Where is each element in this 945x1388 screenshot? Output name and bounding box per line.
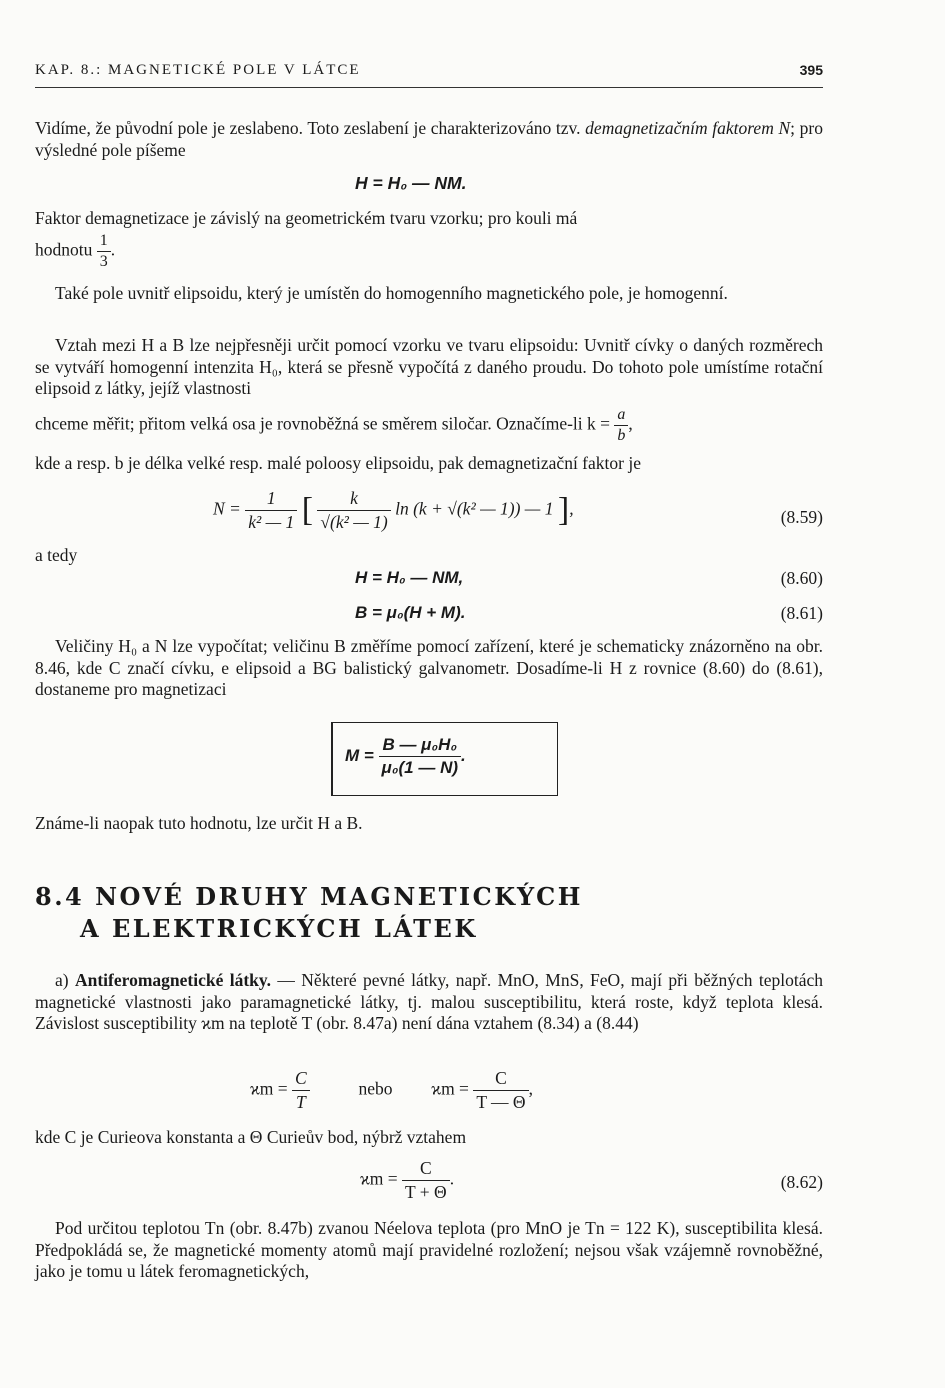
page-number: 395 bbox=[799, 62, 823, 78]
paragraph-7: Známe-li naopak tuto hodnotu, lze určit H a B. bbox=[35, 813, 363, 833]
eqno-8-62: (8.62) bbox=[780, 1172, 823, 1192]
paragraph-1: Vidíme, že původní pole je zeslabeno. Toto zeslabení je charakterizováno tzv. demagnetizačním faktorem N; pro výsledné pole píšeme bbox=[35, 118, 823, 160]
boxed-equation bbox=[331, 722, 558, 796]
paragraph-3: Také pole uvnitř elipsoidu, který je umístěn do homogenního magnetického pole, je homogenní. bbox=[55, 283, 728, 303]
value-one-third: hodnotu $\frac{1}{3}$ . bbox=[35, 232, 116, 270]
equation-8-60: H = H₀ — NM, bbox=[355, 568, 464, 587]
a-tedy: a tedy bbox=[35, 545, 78, 565]
paragraph-10: Pod určitou teplotou Tn (obr. 8.47b) zvanou Néelova teplota (pro MnO je Tn = 122 K), susceptibilita klesá. Předpokládá se, že magnetické momenty atomů mají pravidelné rozložení; nejsou však vzájemně rovnoběžné, jako je tomu u látek feromagnetických, bbox=[35, 1218, 823, 1281]
equation-h: H = H₀ — NM. bbox=[355, 173, 467, 193]
header-rule bbox=[35, 87, 823, 88]
paragraph-4-end: chceme měřit; přitom velká osa je rovnoběžná se směrem siločar. Označíme-li k = $\frac{a}{b}$ , bbox=[35, 406, 633, 444]
magnetization-formula: M = $\frac{\text{B — μ₀H₀}}{\text{μ₀(1 — N)}}$ . bbox=[345, 735, 466, 777]
equation-susceptibility-pair: ϰm = $\frac{C}{T}$ nebo ϰm = $\frac{C}{T — \Theta}$ , bbox=[250, 1068, 533, 1112]
paragraph-6: Veličiny H₀ a N lze vypočítat; veličinu B změříme pomocí zařízení, které je schematicky znázorněno na obr. 8.46, kde C značí cívku, e elipsoid a BG balistický galvanometr. Dosadíme-li H z rovnice (8.60) do (8.61), dostaneme pro magnetizaci bbox=[35, 636, 823, 699]
chapter-title: KAP. 8.: MAGNETICKÉ POLE V LÁTCE bbox=[35, 62, 361, 78]
paragraph-9: kde C je Curieova konstanta a Θ Curieův bod, nýbrž vztahem bbox=[35, 1127, 467, 1147]
section-heading-line-2: A ELEKTRICKÝCH LÁTEK bbox=[80, 914, 478, 943]
paragraph-2: Faktor demagnetizace je závislý na geometrickém tvaru vzorku; pro kouli má bbox=[35, 208, 578, 228]
eqno-8-60: (8.60) bbox=[780, 568, 823, 588]
running-header bbox=[35, 62, 823, 79]
paragraph-4: Vztah mezi H a B lze nejpřesněji určit pomocí vzorku ve tvaru elipsoidu: Uvnitř cívky o daných rozměrech se vytváří homogenní intenzita H₀, která se přesně vypočítá z daného proudu. Do tohoto pole umístíme rotační elipsoid z látky, jejíž vlastnosti bbox=[35, 335, 823, 398]
section-heading-line-1: 8.4 NOVÉ DRUHY MAGNETICKÝCH bbox=[35, 882, 583, 911]
paragraph-5: kde a resp. b je délka velké resp. malé poloosy elipsoidu, pak demagnetizační faktor je bbox=[35, 453, 641, 473]
eqno-8-61: (8.61) bbox=[780, 603, 823, 623]
paragraph-8: a) Antiferomagnetické látky. — Některé pevné látky, např. MnO, MnS, FeO, mají při běžných teplotách magnetické vlastnosti jako paramagnetické látky, tj. malou susceptibilitu, která roste, když teplota klesá. Závislost susceptibility ϰm na teplotě T (obr. 8.47a) není dána vztahem (8.34) a (8.44) bbox=[35, 970, 823, 1033]
equation-8-59: N = $\frac{1}{\text{k² — 1}}$ [ $\frac{k}{\text{√(k² — 1)}}$ ln (k + √(k² — 1)) — 1 ], bbox=[213, 488, 574, 532]
equation-8-62: ϰm = $\frac{C}{T + \Theta}$ . bbox=[360, 1158, 455, 1202]
eqno-8-59: (8.59) bbox=[780, 507, 823, 527]
equation-8-61: B = μ₀(H + M). bbox=[355, 603, 466, 622]
